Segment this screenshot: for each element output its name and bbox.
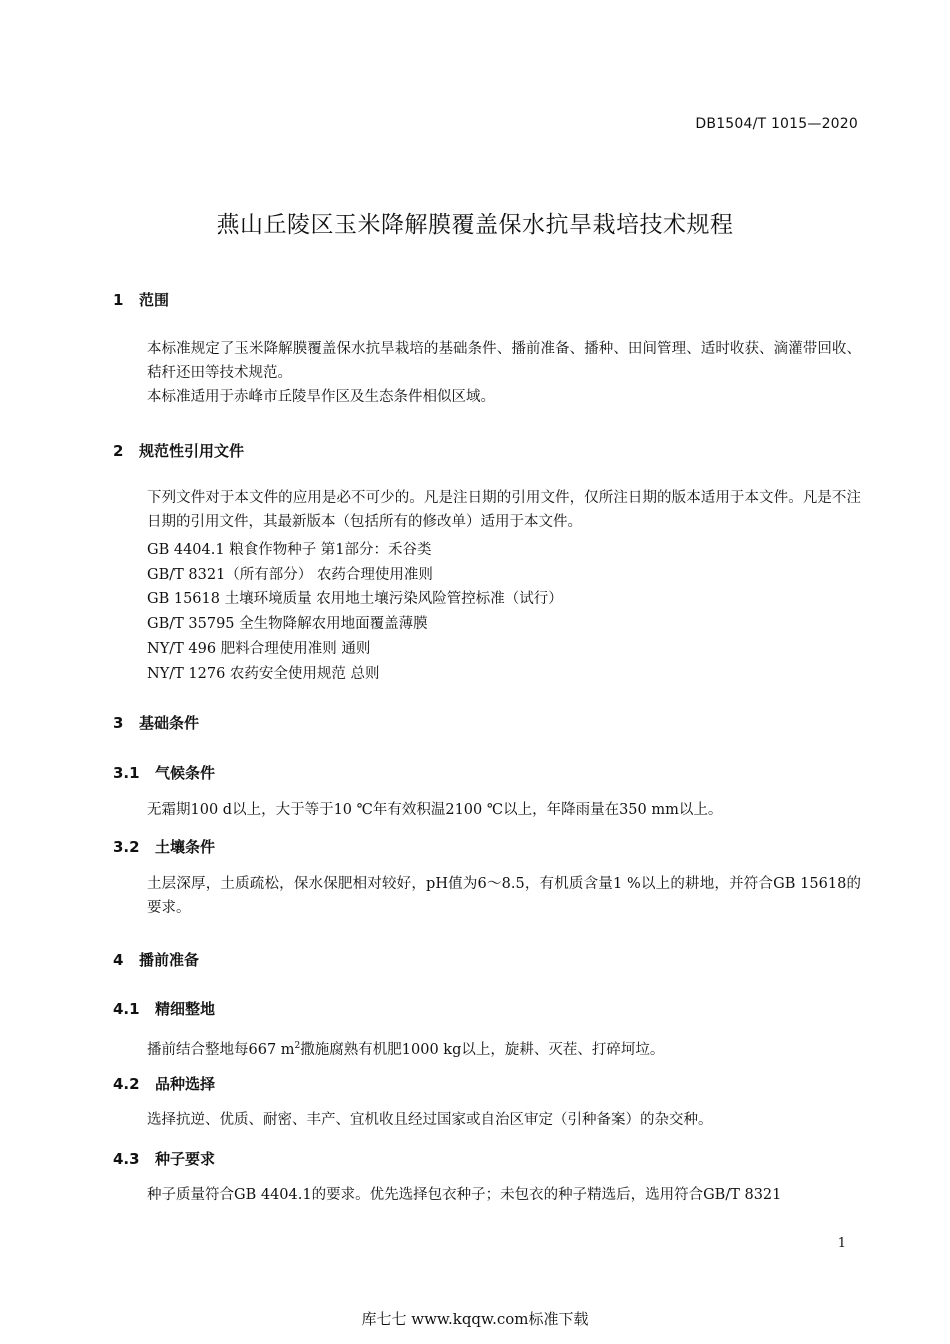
section-title: 播前准备 <box>139 951 200 969</box>
section-number: 3.1 <box>113 764 140 782</box>
subsection-heading-4-1 <box>113 998 215 1019</box>
reference-item: GB 4404.1 粮食作物种子 第1部分：禾谷类 <box>147 542 432 558</box>
paragraph <box>113 872 861 920</box>
document-number: DB1504/T 1015—2020 <box>695 116 858 132</box>
section-heading-4 <box>113 949 199 970</box>
section-number: 1 <box>113 291 124 309</box>
section-title: 品种选择 <box>155 1075 216 1093</box>
reference-item: GB 15618 土壤环境质量 农用地土壤污染风险管控标准（试行） <box>147 591 563 607</box>
paragraph: 选择抗逆、优质、耐密、丰产、宜机收且经过国家或自治区审定（引种备案）的杂交种。 <box>147 1112 713 1128</box>
superscript: 2 <box>294 1041 301 1051</box>
footer-watermark: 库七七 www.kqqw.com标准下载 <box>361 1310 589 1328</box>
paragraph <box>113 486 861 534</box>
section-title: 规范性引用文件 <box>139 442 245 460</box>
page-number: 1 <box>837 1236 846 1251</box>
subsection-heading-3-2 <box>113 836 215 857</box>
paragraph: 种子质量符合GB 4404.1的要求。优先选择包衣种子；未包衣的种子精选后，选用符合GB/T 8321 <box>147 1187 782 1203</box>
section-title: 基础条件 <box>139 714 200 732</box>
paragraph-text: 下列文件对于本文件的应用是必不可少的。凡是注日期的引用文件，仅所注日期的版本适用于本文件。凡是不注日期的引用文件，其最新版本（包括所有的修改单）适用于本文件。 <box>147 490 861 530</box>
subsection-heading-3-1 <box>113 762 215 783</box>
section-number: 4.1 <box>113 1000 140 1018</box>
section-title: 土壤条件 <box>155 838 216 856</box>
section-number: 3.2 <box>113 838 140 856</box>
paragraph: 本标准适用于赤峰市丘陵旱作区及生态条件相似区域。 <box>147 389 495 405</box>
section-title: 范围 <box>139 291 170 309</box>
section-title: 气候条件 <box>155 764 216 782</box>
paragraph-text: 本标准规定了玉米降解膜覆盖保水抗旱栽培的基础条件、播前准备、播种、田间管理、适时收获、滴灌带回收、秸秆还田等技术规范。 <box>147 341 861 381</box>
section-heading-3 <box>113 712 199 733</box>
reference-item: NY/T 1276 农药安全使用规范 总则 <box>147 666 380 682</box>
section-heading-2 <box>113 440 244 461</box>
section-number: 4.2 <box>113 1075 140 1093</box>
reference-item: GB/T 35795 全生物降解农用地面覆盖薄膜 <box>147 616 428 632</box>
paragraph: 无霜期100 d以上，大于等于10 ℃年有效积温2100 ℃以上，年降雨量在350 mm以上。 <box>147 802 723 818</box>
section-title: 种子要求 <box>155 1150 216 1168</box>
paragraph <box>147 1034 664 1062</box>
section-number: 3 <box>113 714 124 732</box>
paragraph-text: 土层深厚，土质疏松，保水保肥相对较好，pH值为6～8.5，有机质含量1 %以上的耕地，并符合GB 15618的要求。 <box>147 876 861 916</box>
reference-item: NY/T 496 肥料合理使用准则 通则 <box>147 641 371 657</box>
section-title: 精细整地 <box>155 1000 216 1018</box>
page-title: 燕山丘陵区玉米降解膜覆盖保水抗旱栽培技术规程 <box>216 212 734 238</box>
paragraph <box>113 337 861 385</box>
paragraph-text: 播前结合整地每667 m <box>147 1041 295 1058</box>
section-number: 4 <box>113 951 124 969</box>
section-number: 2 <box>113 442 124 460</box>
paragraph-text: 撒施腐熟有机肥1000 kg以上，旋耕、灭茬、打碎坷垃。 <box>300 1041 665 1058</box>
section-number: 4.3 <box>113 1150 140 1168</box>
subsection-heading-4-3 <box>113 1148 215 1169</box>
section-heading-1 <box>113 289 169 310</box>
subsection-heading-4-2 <box>113 1073 215 1094</box>
reference-item: GB/T 8321（所有部分） 农药合理使用准则 <box>147 567 433 583</box>
